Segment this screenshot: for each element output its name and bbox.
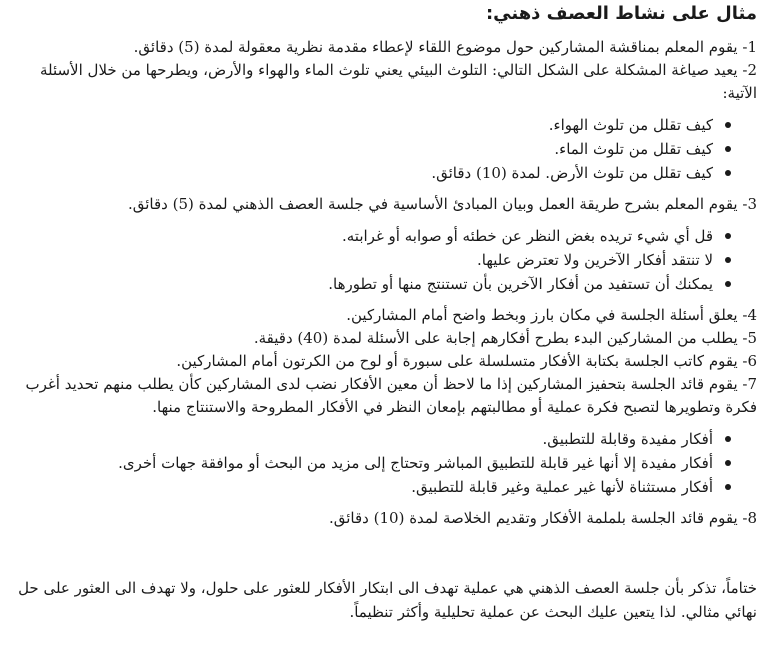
page-title: مثال على نشاط العصف ذهني: bbox=[485, 3, 757, 24]
document bbox=[0, 2, 773, 624]
bullet-icon bbox=[725, 257, 731, 263]
bullet-icon bbox=[725, 484, 731, 490]
bullet-icon bbox=[725, 281, 731, 287]
bullet-icon bbox=[725, 170, 731, 176]
step-1: 1- يقوم المعلم بمناقشة المشاركين حول موضوع اللقاء لإعطاء مقدمة نظرية معقولة لمدة (5) دقائق. bbox=[133, 38, 757, 56]
bullet-icon bbox=[725, 122, 731, 128]
step-2: 2- يعيد صياغة المشكلة على الشكل التالي: التلوث البيئي يعني تلوث الماء والهواء والأرض، ويطرحها من خلال الأسئلة الآتية: bbox=[39, 61, 757, 102]
step-2-questions-list bbox=[12, 113, 757, 185]
step-5: 5- يطلب من المشاركين البدء بطرح أفكارهم إجابة على الأسئلة لمدة (40) دقيقة. bbox=[253, 329, 757, 347]
bullet-icon bbox=[725, 436, 731, 442]
bullet-icon bbox=[725, 460, 731, 466]
list-item: أفكار مستثناة لأنها غير عملية وغير قابلة للتطبيق. bbox=[12, 475, 731, 499]
step-6: 6- يقوم كاتب الجلسة بكتابة الأفكار متسلسلة على سبورة أو لوح من الكرتون أمام المشاركين. bbox=[176, 352, 757, 370]
bullet-icon bbox=[725, 233, 731, 239]
list-item: كيف تقلل من تلوث الأرض. لمدة (10) دقائق. bbox=[12, 161, 731, 185]
bullet-icon bbox=[725, 146, 731, 152]
conclusion-paragraph: ختاماً، تذكر بأن جلسة العصف الذهني هي عملية تهدف الى ابتكار الأفكار للعثور على حلول، ولا تهدف الى العثور على حل نهائي مثالي. لذا يتعين عليك البحث عن عملية تحليلية وأكثر تنظيماً. bbox=[18, 579, 757, 621]
list-item: يمكنك أن تستفيد من أفكار الآخرين بأن تستنتج منها أو تطورها. bbox=[12, 272, 731, 296]
step-4: 4- يعلق أسئلة الجلسة في مكان بارز وبخط واضح أمام المشاركين. bbox=[346, 306, 757, 324]
step-7-categories-list bbox=[12, 427, 757, 499]
step-3-principles-list bbox=[12, 224, 757, 296]
list-item: قل أي شيء تريده بغض النظر عن خطئه أو صوابه أو غرابته. bbox=[12, 224, 731, 248]
list-item: لا تنتقد أفكار الآخرين ولا تعترض عليها. bbox=[12, 248, 731, 272]
step-7: 7- يقوم قائد الجلسة بتحفيز المشاركين إذا ما لاحظ أن معين الأفكار نضب لدى المشاركين كأن يطلب منهم تحديد أغرب فكرة وتطويرها لتصبح فكرة عملية أو مطالبتهم بإمعان النظر في الأفكار المطروحة والاستنتاج منها. bbox=[25, 375, 757, 416]
list-item: كيف تقلل من تلوث الماء. bbox=[12, 137, 731, 161]
list-item: أفكار مفيدة إلا أنها غير قابلة للتطبيق المباشر وتحتاج إلى مزيد من البحث أو موافقة جهات أخرى. bbox=[12, 451, 731, 475]
step-8: 8- يقوم قائد الجلسة بلملمة الأفكار وتقديم الخلاصة لمدة (10) دقائق. bbox=[328, 509, 757, 527]
list-item: أفكار مفيدة وقابلة للتطبيق. bbox=[12, 427, 731, 451]
list-item: كيف تقلل من تلوث الهواء. bbox=[12, 113, 731, 137]
step-3: 3- يقوم المعلم بشرح طريقة العمل وبيان المبادئ الأساسية في جلسة العصف الذهني لمدة (5) دقائق. bbox=[127, 195, 757, 213]
